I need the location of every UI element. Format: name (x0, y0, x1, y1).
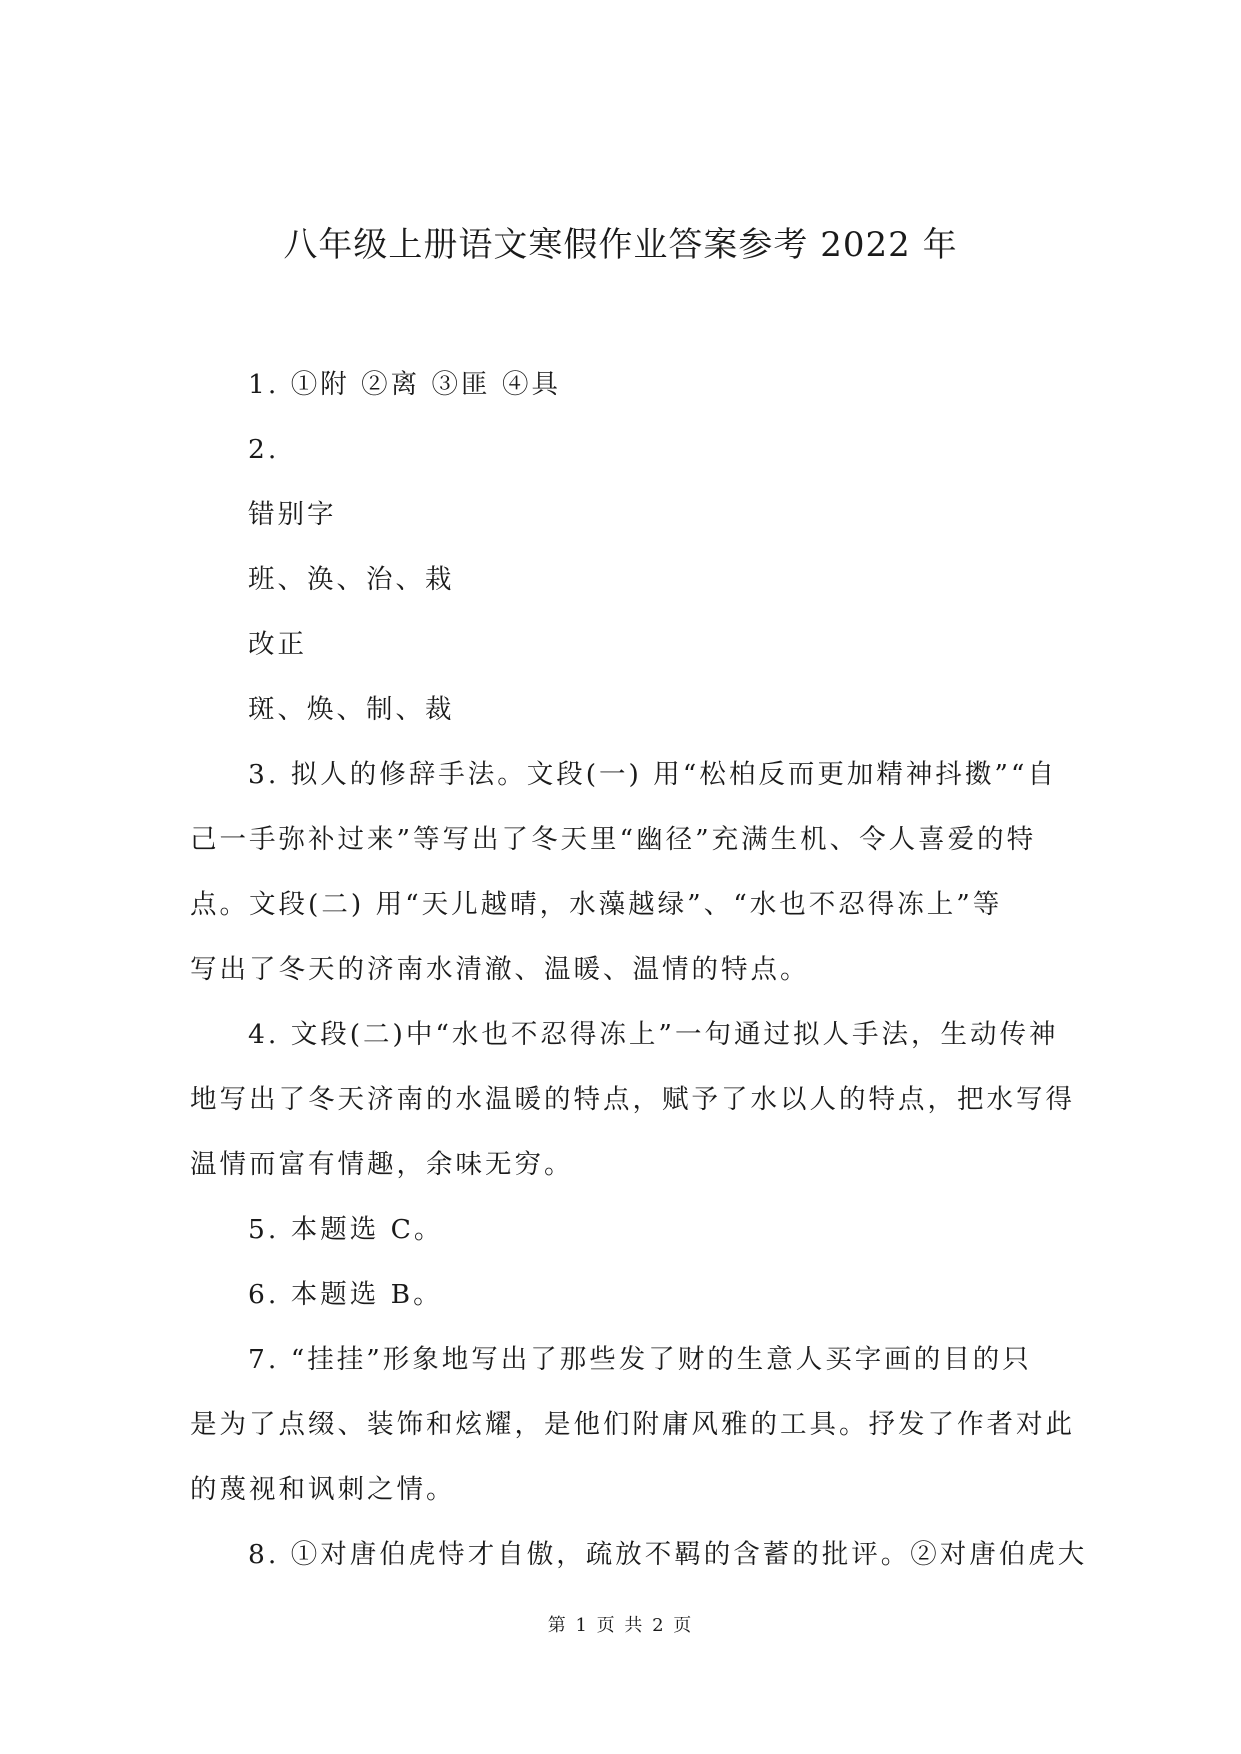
body-line: 是为了点缀、装饰和炫耀，是他们附庸风雅的工具。抒发了作者对此 (190, 1409, 1075, 1440)
page-number-footer: 第 1 页 共 2 页 (547, 1615, 694, 1636)
body-line: 改正 (248, 629, 307, 660)
body-line: 班、涣、治、栽 (248, 564, 455, 595)
body-line: 错别字 (248, 499, 337, 530)
body-line: 4. 文段(二)中“水也不忍得冻上”一句通过拟人手法，生动传神 (248, 1019, 1059, 1050)
body-line: 7. “挂挂”形象地写出了那些发了财的生意人买字画的目的只 (248, 1344, 1032, 1375)
body-line: 8. ①对唐伯虎恃才自傲，疏放不羁的含蓄的批评。②对唐伯虎大 (248, 1539, 1088, 1570)
body-line: 点。文段(二) 用“天儿越晴，水藻越绿”、“水也不忍得冻上”等 (190, 889, 1003, 920)
body-line: 的蔑视和讽刺之情。 (190, 1474, 456, 1505)
document-body (190, 352, 1088, 1587)
body-line: 1. ①附 ②离 ③匪 ④具 (248, 369, 561, 400)
body-line: 温情而富有情趣，余味无穷。 (190, 1149, 574, 1180)
body-line: 3. 拟人的修辞手法。文段(一) 用“松柏反而更加精神抖擞”“自 (248, 759, 1057, 790)
body-line: 5. 本题选 C。 (248, 1214, 444, 1245)
body-line: 地写出了冬天济南的水温暖的特点，赋予了水以人的特点，把水写得 (190, 1084, 1075, 1115)
document-title: 八年级上册语文寒假作业答案参考 2022 年 (283, 225, 958, 265)
body-line: 己一手弥补过来”等写出了冬天里“幽径”充满生机、令人喜爱的特 (190, 824, 1037, 855)
body-line: 2. (248, 434, 280, 465)
body-line: 6. 本题选 B。 (248, 1279, 443, 1310)
body-line: 写出了冬天的济南水清澈、温暖、温情的特点。 (190, 954, 810, 985)
body-line: 斑、焕、制、裁 (248, 694, 455, 725)
